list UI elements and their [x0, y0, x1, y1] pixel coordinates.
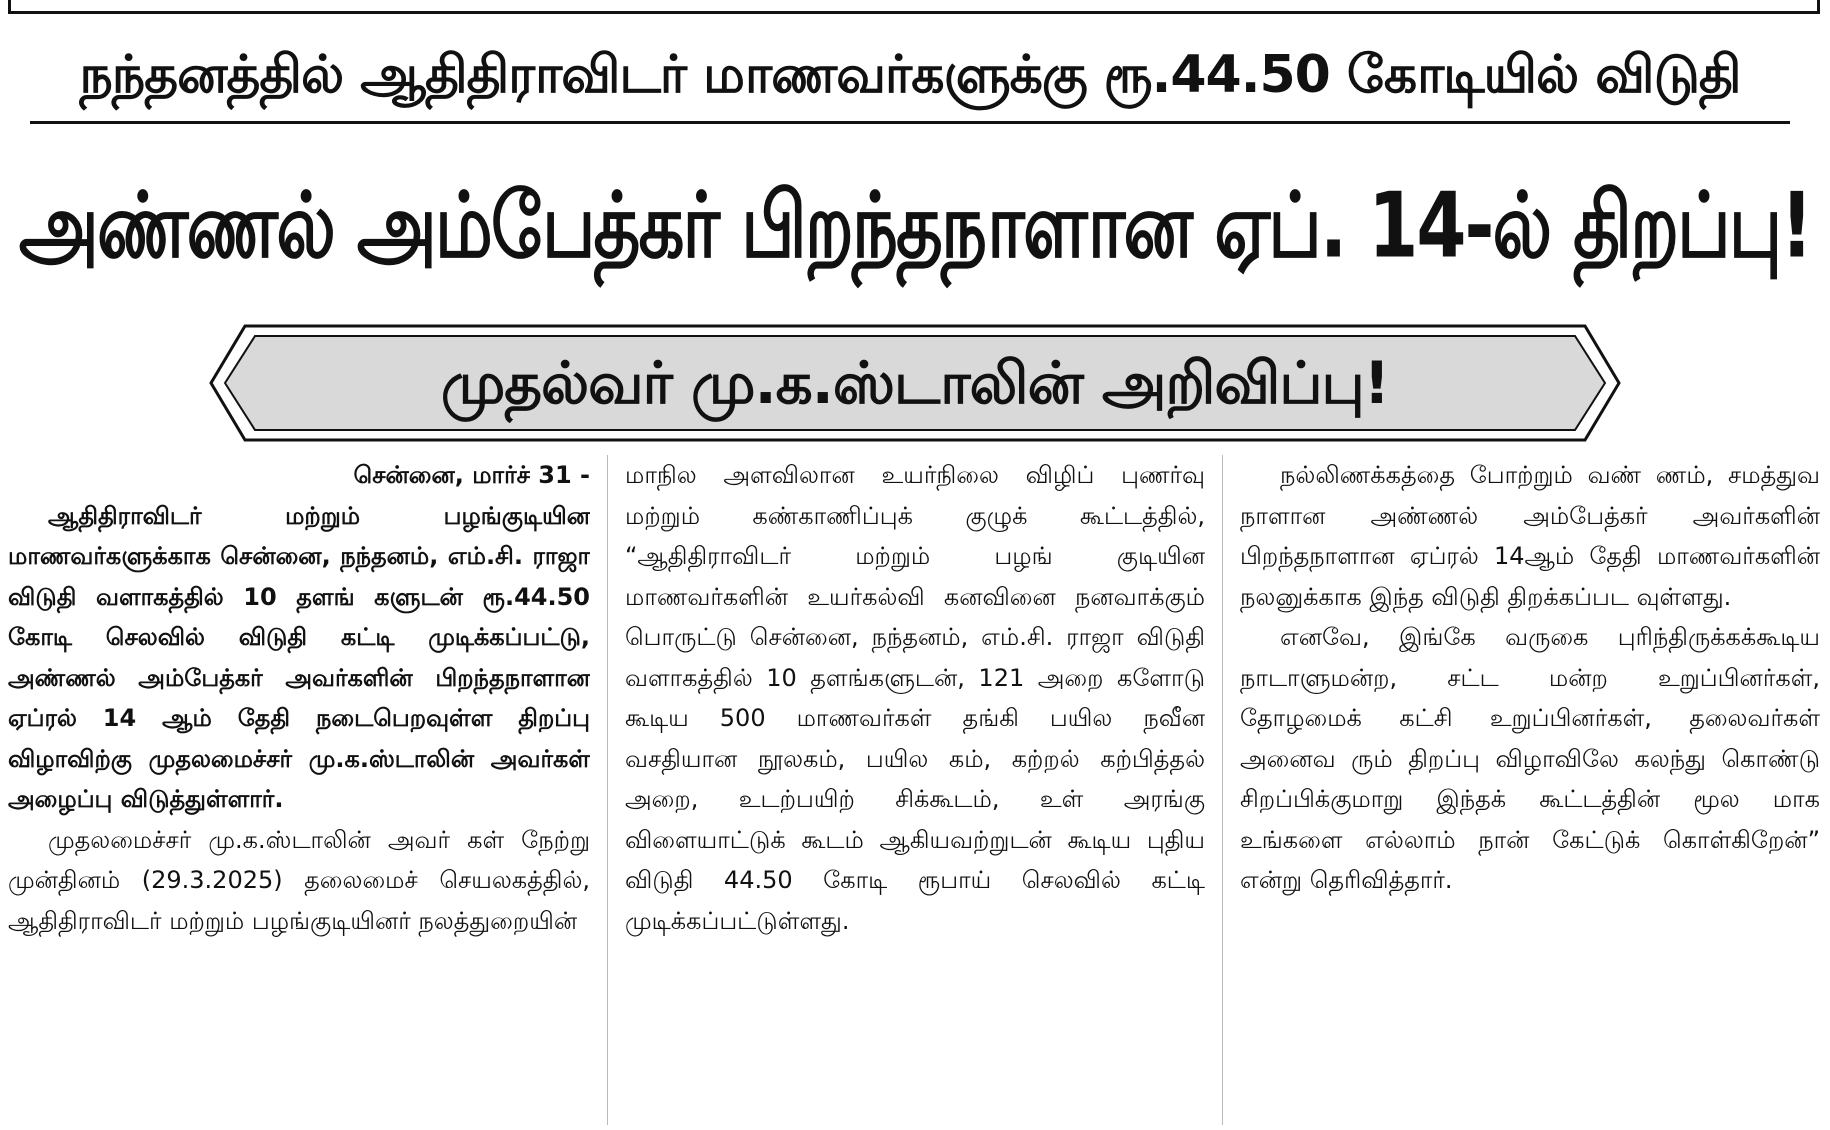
main-headline: அண்ணல் அம்பேத்கர் பிறந்தநாளான ஏப். 14-ல் திறப்பு! — [18, 172, 1812, 278]
article-column-1 — [8, 455, 590, 1125]
kicker-headline: நந்தனத்தில் ஆதிதிராவிடர் மாணவர்களுக்கு ரூ.44.50 கோடியில் விடுதி — [79, 45, 1741, 105]
lead-paragraph: ஆதிதிராவிடர் மற்றும் பழங்குடியின மாணவர்களுக்காக சென்னை, நந்தனம், எம்.சி. ராஜா விடுதி வளாகத்தில் 10 தளங் களுடன் ரூ.44.50 கோடி செலவில் விடுதி கட்டி முடிக்கப்பட்டு, அண்ணல் அம்பேத்கர் அவர்களின் பிறந்தநாளான ஏப்ரல் 14 ஆம் தேதி நடைபெறவுள்ள திறப்பு விழாவிற்கு முதலமைச்சர் மு.க.ஸ்டாலின் அவர்கள் அழைப்பு விடுத்துள்ளார். — [8, 501, 590, 813]
article-column-2 — [625, 455, 1205, 1125]
body-paragraph: முதலமைச்சர் மு.க.ஸ்டாலின் அவர் கள் நேற்று முன்தினம் (29.3.2025) தலைமைச் செயலகத்தில், ஆதிதிராவிடர் மற்றும் பழங்குடியினர் நலத்துறையின் — [8, 825, 590, 935]
body-paragraph: நல்லிணக்கத்தை போற்றும் வண் ணம், சமத்துவ நாளான அண்ணல் அம்பேத்கர் அவர்களின் பிறந்தநாளான ஏப்ரல் 14ஆம் தேதி மாணவர்களின் நலனுக்காக இந்த விடுதி திறக்கப்பட வுள்ளது. — [1240, 461, 1820, 611]
body-paragraph: எனவே, இங்கே வருகை புரிந்திருக்கக்கூடிய நாடாளுமன்ற, சட்ட மன்ற உறுப்பினர்கள், தோழமைக் கட்சி உறுப்பினர்கள், தலைவர்கள் அனைவ ரும் திறப்பு விழாவிலே கலந்து கொண்டு சிறப்பிக்குமாறு இந்தக் கூட்டத்தின் மூல மாக உங்களை எல்லாம் நான் கேட்டுக் கொள்கிறேன்” என்று தெரிவித்தார். — [1240, 623, 1820, 894]
banner-text: முதல்வர் மு.க.ஸ்டாலின் அறிவிப்பு! — [440, 349, 1390, 417]
column-divider — [1222, 455, 1223, 1125]
article-column-3 — [1240, 455, 1820, 1125]
column-divider — [607, 455, 608, 1125]
top-border-frame — [8, 0, 1820, 14]
subheadline-banner — [205, 318, 1625, 448]
body-paragraph: மாநில அளவிலான உயர்நிலை விழிப் புணர்வு மற்றும் கண்காணிப்புக் குழுக் கூட்டத்தில், “ஆதிதிராவிடர் மற்றும் பழங் குடியின மாணவர்களின் உயர்கல்வி கனவினை நனவாக்கும் பொருட்டு சென்னை, நந்தனம், எம்.சி. ராஜா விடுதி வளாகத்தில் 10 தளங்களுடன், 121 அறை களோடு கூடிய 500 மாணவர்கள் தங்கி பயில நவீன வசதியான நூலகம், பயில கம், கற்றல் கற்பித்தல் அறை, உடற்பயிற் சிக்கூடம், உள் அரங்கு விளையாட்டுக் கூடம் ஆகியவற்றுடன் கூடிய புதிய விடுதி 44.50 கோடி ரூபாய் செலவில் கட்டி முடிக்கப்பட்டுள்ளது. — [625, 461, 1205, 935]
dateline: சென்னை, மார்ச் 31 - — [353, 461, 590, 489]
